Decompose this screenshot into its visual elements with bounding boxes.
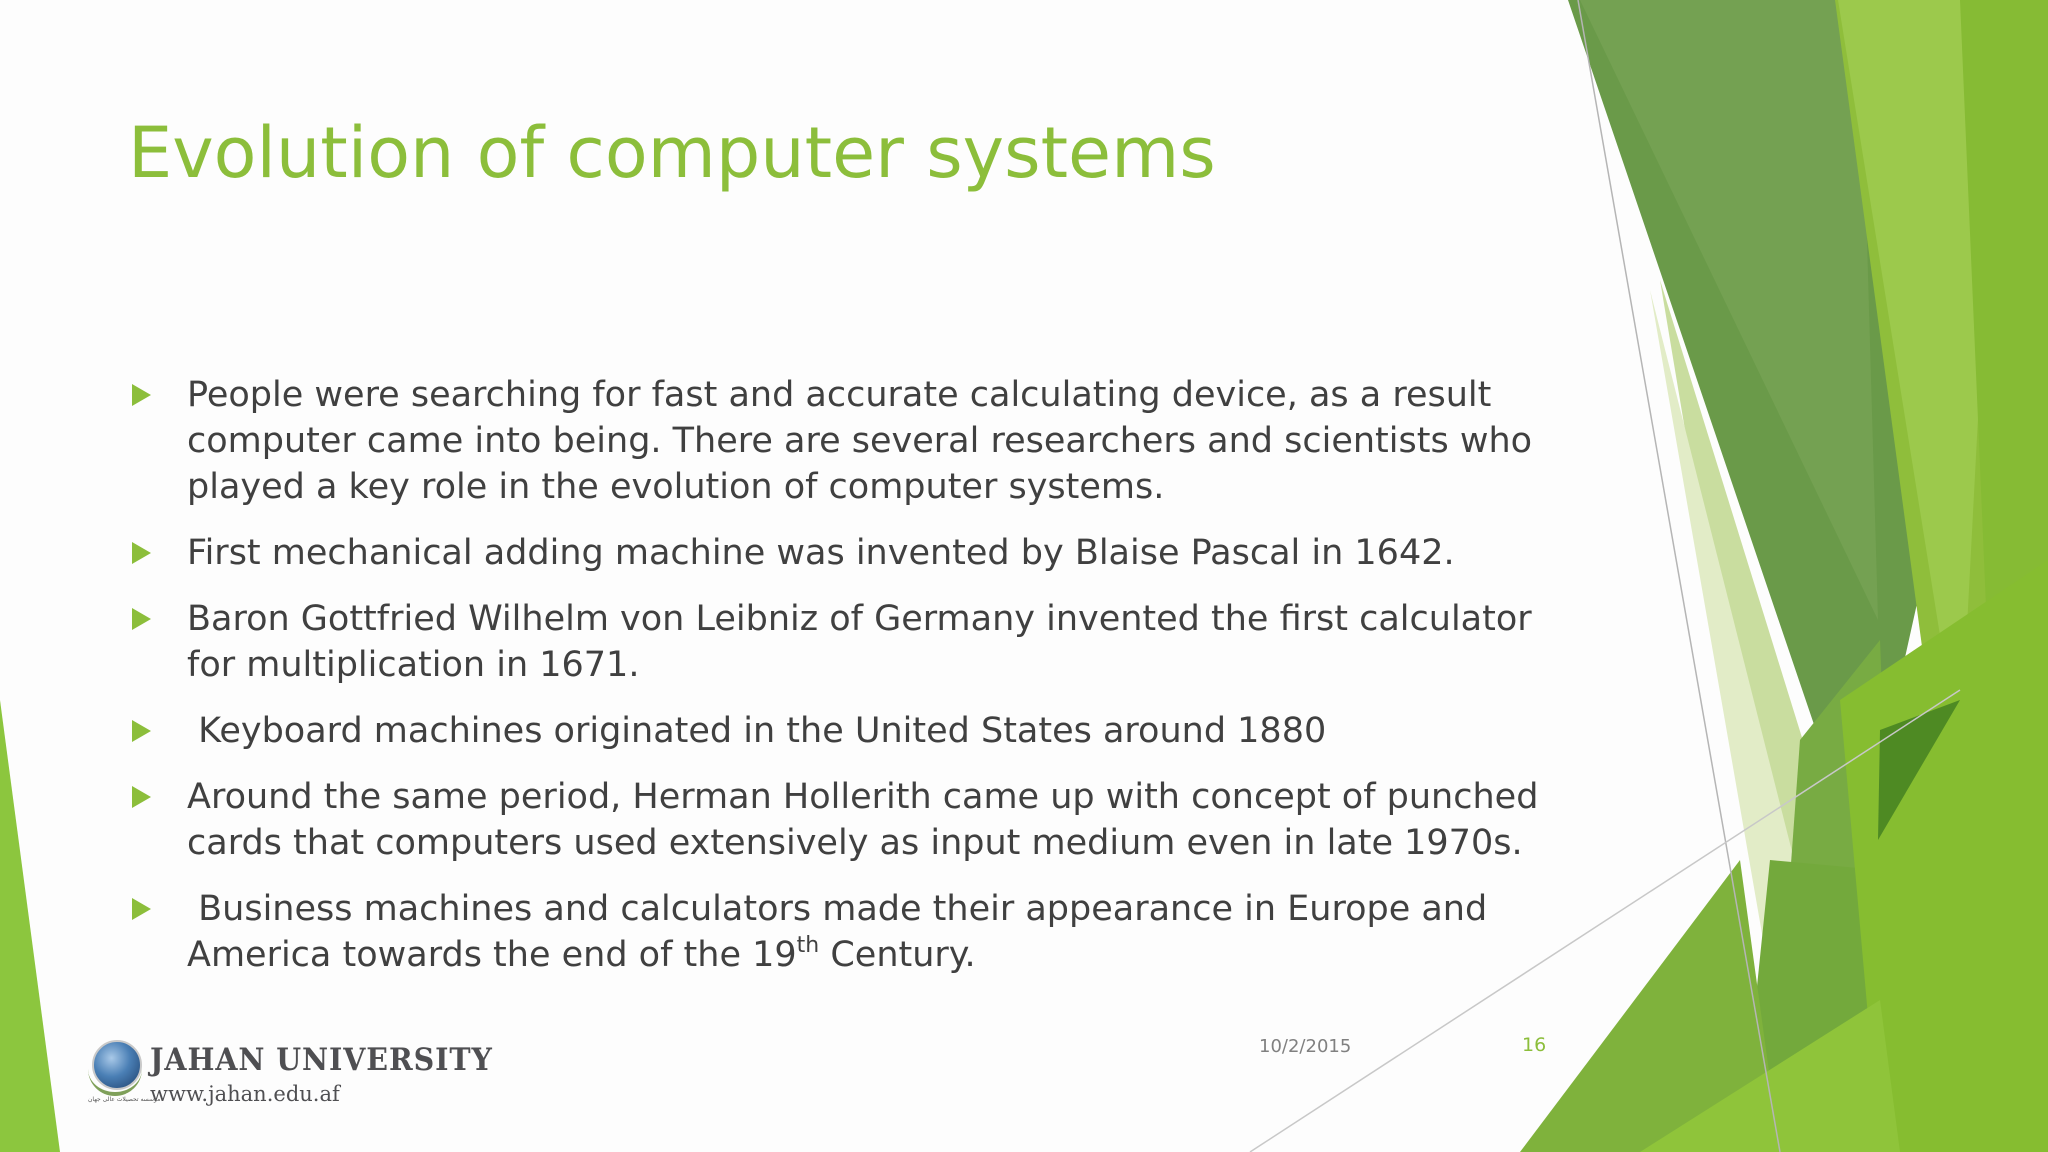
bullet-text: First mechanical adding machine was invented by Blaise Pascal in 1642. bbox=[187, 533, 1455, 573]
bullet-text: Business machines and calculators made their appearance in Europe and America towards the end of the 19 bbox=[187, 889, 1499, 975]
bullet-text: Keyboard machines originated in the United States around 1880 bbox=[187, 711, 1327, 751]
triangle-right-icon bbox=[132, 720, 151, 742]
bullet-item bbox=[128, 372, 1548, 510]
globe-icon bbox=[92, 1040, 142, 1090]
bullet-text: Baron Gottfried Wilhelm von Leibniz of Germany invented the first calculator for multiplication in 1671. bbox=[187, 599, 1532, 685]
triangle-right-icon bbox=[132, 898, 151, 920]
bullet-list bbox=[128, 372, 1548, 998]
left-accent-shape bbox=[0, 700, 60, 1152]
bullet-item bbox=[128, 530, 1548, 576]
bullet-item bbox=[128, 774, 1548, 866]
logo-url: www.jahan.edu.af bbox=[150, 1082, 340, 1106]
footer-date: 10/2/2015 bbox=[1259, 1036, 1352, 1057]
university-logo bbox=[88, 1040, 493, 1120]
triangle-right-icon bbox=[132, 542, 151, 564]
triangle-right-icon bbox=[132, 384, 151, 406]
bullet-text: People were searching for fast and accurate calculating device, as a result computer came into being. There are several researchers and scientists who played a key role in the evolution of computer systems. bbox=[187, 375, 1533, 507]
bullet-item bbox=[128, 708, 1548, 754]
slide-number: 16 bbox=[1522, 1034, 1547, 1056]
bullet-text: Around the same period, Herman Hollerith came up with concept of punched cards that computers used extensively as input medium even in late 1970s. bbox=[187, 777, 1539, 863]
logo-small-text: موسسه تحصیلات عالی جهان bbox=[88, 1096, 161, 1103]
triangle-right-icon bbox=[132, 786, 151, 808]
bullet-item bbox=[128, 886, 1548, 978]
bullet-item bbox=[128, 596, 1548, 688]
triangle-right-icon bbox=[132, 608, 151, 630]
bullet-text-after: Century. bbox=[819, 935, 976, 975]
bullet-superscript: th bbox=[796, 933, 820, 958]
logo-name: JAHAN UNIVERSITY bbox=[150, 1042, 493, 1078]
slide-title: Evolution of computer systems bbox=[128, 112, 1216, 194]
